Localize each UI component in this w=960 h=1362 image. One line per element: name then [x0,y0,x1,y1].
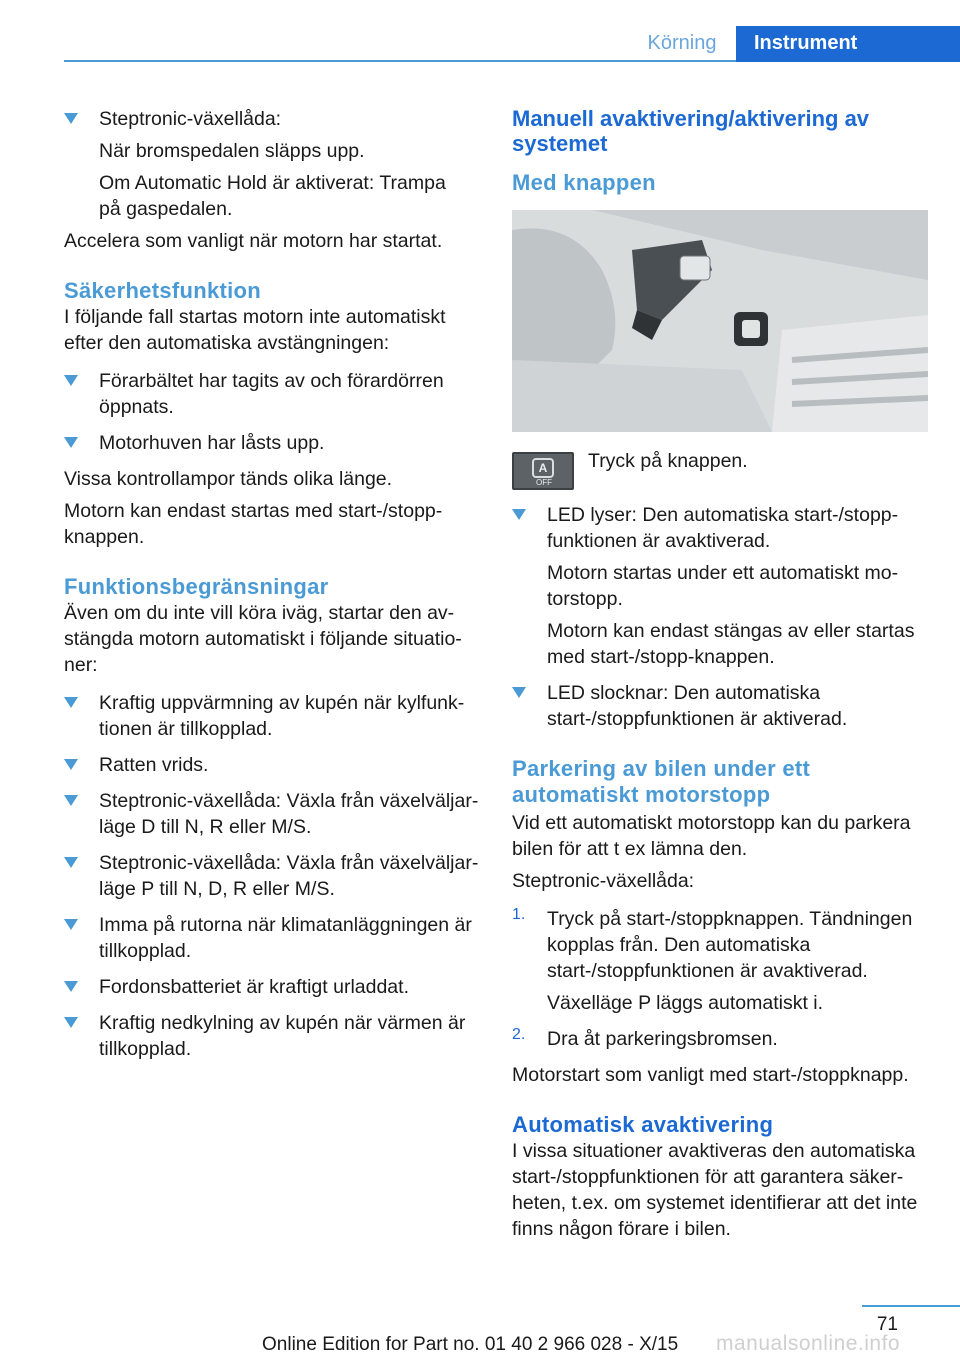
list-item [64,690,480,742]
paragraph: Vissa kontrollampor tänds olika länge. [64,468,393,490]
list-item-text: Steptronic-växellåda: Växla från växelväljar-läge P till N, D, R eller M/S. [99,852,479,900]
step-number: 1. [512,906,526,923]
paragraph: I följande fall startas motorn inte automatiskt efter den automatiska avstängningen: [64,306,446,354]
list-item-text: LED slocknar: Den automatiska start-/stoppfunktionen är aktiverad. [547,682,848,730]
heading-parkering: Parkering av bilen under ett automatiskt motorstopp [512,756,811,807]
auto-start-stop-icon: A [532,458,554,478]
list-item-text: Kraftig nedkylning av kupén när värmen är tillkopplad. [99,1012,466,1060]
list-item [64,368,480,420]
list-item-text: Motorhuven har låsts upp. [99,432,325,454]
left-column [64,106,480,1062]
steering-column-illustration [512,210,928,432]
bullet-triangle-icon [64,697,78,708]
paragraph: Motorn kan endast startas med start-/stopp-knappen. [64,500,443,548]
step-text: Dra åt parkeringsbromsen. [547,1028,778,1050]
list-item-text: Kraftig uppvärmning av kupén när kylfunk-tionen är tillkopplad. [99,692,465,740]
right-column [512,106,930,1242]
list-item-text: LED lyser: Den automatiska start-/stopp-funktionen är avaktiverad. [547,504,899,552]
list-item-text: Motorn kan endast stängas av eller startas med start-/stopp-knappen. [547,620,915,668]
list-item [64,1010,480,1062]
step-subtext: Växelläge P läggs automatiskt i. [547,992,824,1014]
button-caption: Tryck på knappen. [588,450,748,472]
numbered-item [512,1026,930,1052]
bullet-triangle-icon [64,795,78,806]
list-item [64,430,480,456]
list-item [64,912,480,964]
bullet-triangle-icon [64,113,78,124]
heading-med-knappen: Med knappen [512,170,656,195]
heading-funktionsbegransningar: Funktionsbegränsningar [64,574,329,599]
paragraph: Steptronic-växellåda: [512,870,695,892]
list-item-text: Imma på rutorna när klimatanläggningen är tillkopplad. [99,914,472,962]
paragraph: Motorstart som vanligt med start-/stoppknapp. [512,1064,909,1086]
heading-automatisk-avaktivering: Automatisk avaktivering [512,1112,774,1137]
tab-instrument[interactable]: Instrument [736,26,960,62]
list-item [64,752,480,778]
list-item [64,974,480,1000]
bullet-triangle-icon [64,857,78,868]
list-item-text: Om Automatic Hold är aktiverat: Trampa på gaspedalen. [99,172,446,220]
paragraph: Även om du inte vill köra iväg, startar den av-stängda motorn automatiskt i följande situatio-ner: [64,602,462,676]
bullet-triangle-icon [512,687,526,698]
paragraph: Vid ett automatiskt motorstopp kan du parkera bilen för att t ex lämna den. [512,812,911,860]
list-item [512,502,930,670]
paragraph: I vissa situationer avaktiveras den automatiska start-/stoppfunktionen för att garantera säker-heten, t.ex. om systemet identifierar att det inte finns någon förare i bilen. [512,1140,918,1240]
bullet-triangle-icon [512,509,526,520]
bullet-triangle-icon [64,1017,78,1028]
list-item [64,850,480,902]
steering-column-photo [512,210,928,432]
list-item [64,106,480,222]
bullet-triangle-icon [64,981,78,992]
page-number: 71 [876,1314,898,1335]
list-item-text: Steptronic-växellåda: Växla från växelväljar-läge D till N, R eller M/S. [99,790,479,838]
heading-manuell-avaktivering: Manuell avaktivering/aktivering av systemet [512,106,870,156]
bullet-triangle-icon [64,919,78,930]
tab-korning[interactable]: Körning [647,32,717,54]
list-item [64,788,480,840]
footer-rule [862,1305,960,1307]
edition-text: Online Edition for Part no. 01 40 2 966 028 - X/15 [262,1334,679,1355]
list-item-text: Steptronic-växellåda: [99,108,282,130]
list-item-text: Fordonsbatteriet är kraftigt urladdat. [99,976,409,998]
auto-start-stop-off-label: OFF [536,478,552,487]
list-item [512,680,930,732]
list-item-text: Förarbältet har tagits av och förardörren öppnats. [99,370,444,418]
step-text: Tryck på start-/stoppknappen. Tändningen kopplas från. Den automatiska start-/stoppfunktionen är avaktiverad. [547,908,913,982]
watermark: manualsonline.info [716,1332,901,1355]
list-item-text: Motorn startas under ett automatiskt mo-torstopp. [547,562,899,610]
list-item-text: Ratten vrids. [99,754,209,776]
bullet-triangle-icon [64,375,78,386]
bullet-triangle-icon [64,759,78,770]
paragraph: Accelera som vanligt när motorn har startat. [64,230,443,252]
heading-sakerhetsfunktion: Säkerhetsfunktion [64,278,262,303]
step-number: 2. [512,1026,526,1043]
list-item-text: När bromspedalen släpps upp. [99,140,365,162]
button-row [512,448,930,496]
numbered-item [512,906,930,1016]
bullet-triangle-icon [64,437,78,448]
auto-start-stop-button-image [512,452,574,490]
